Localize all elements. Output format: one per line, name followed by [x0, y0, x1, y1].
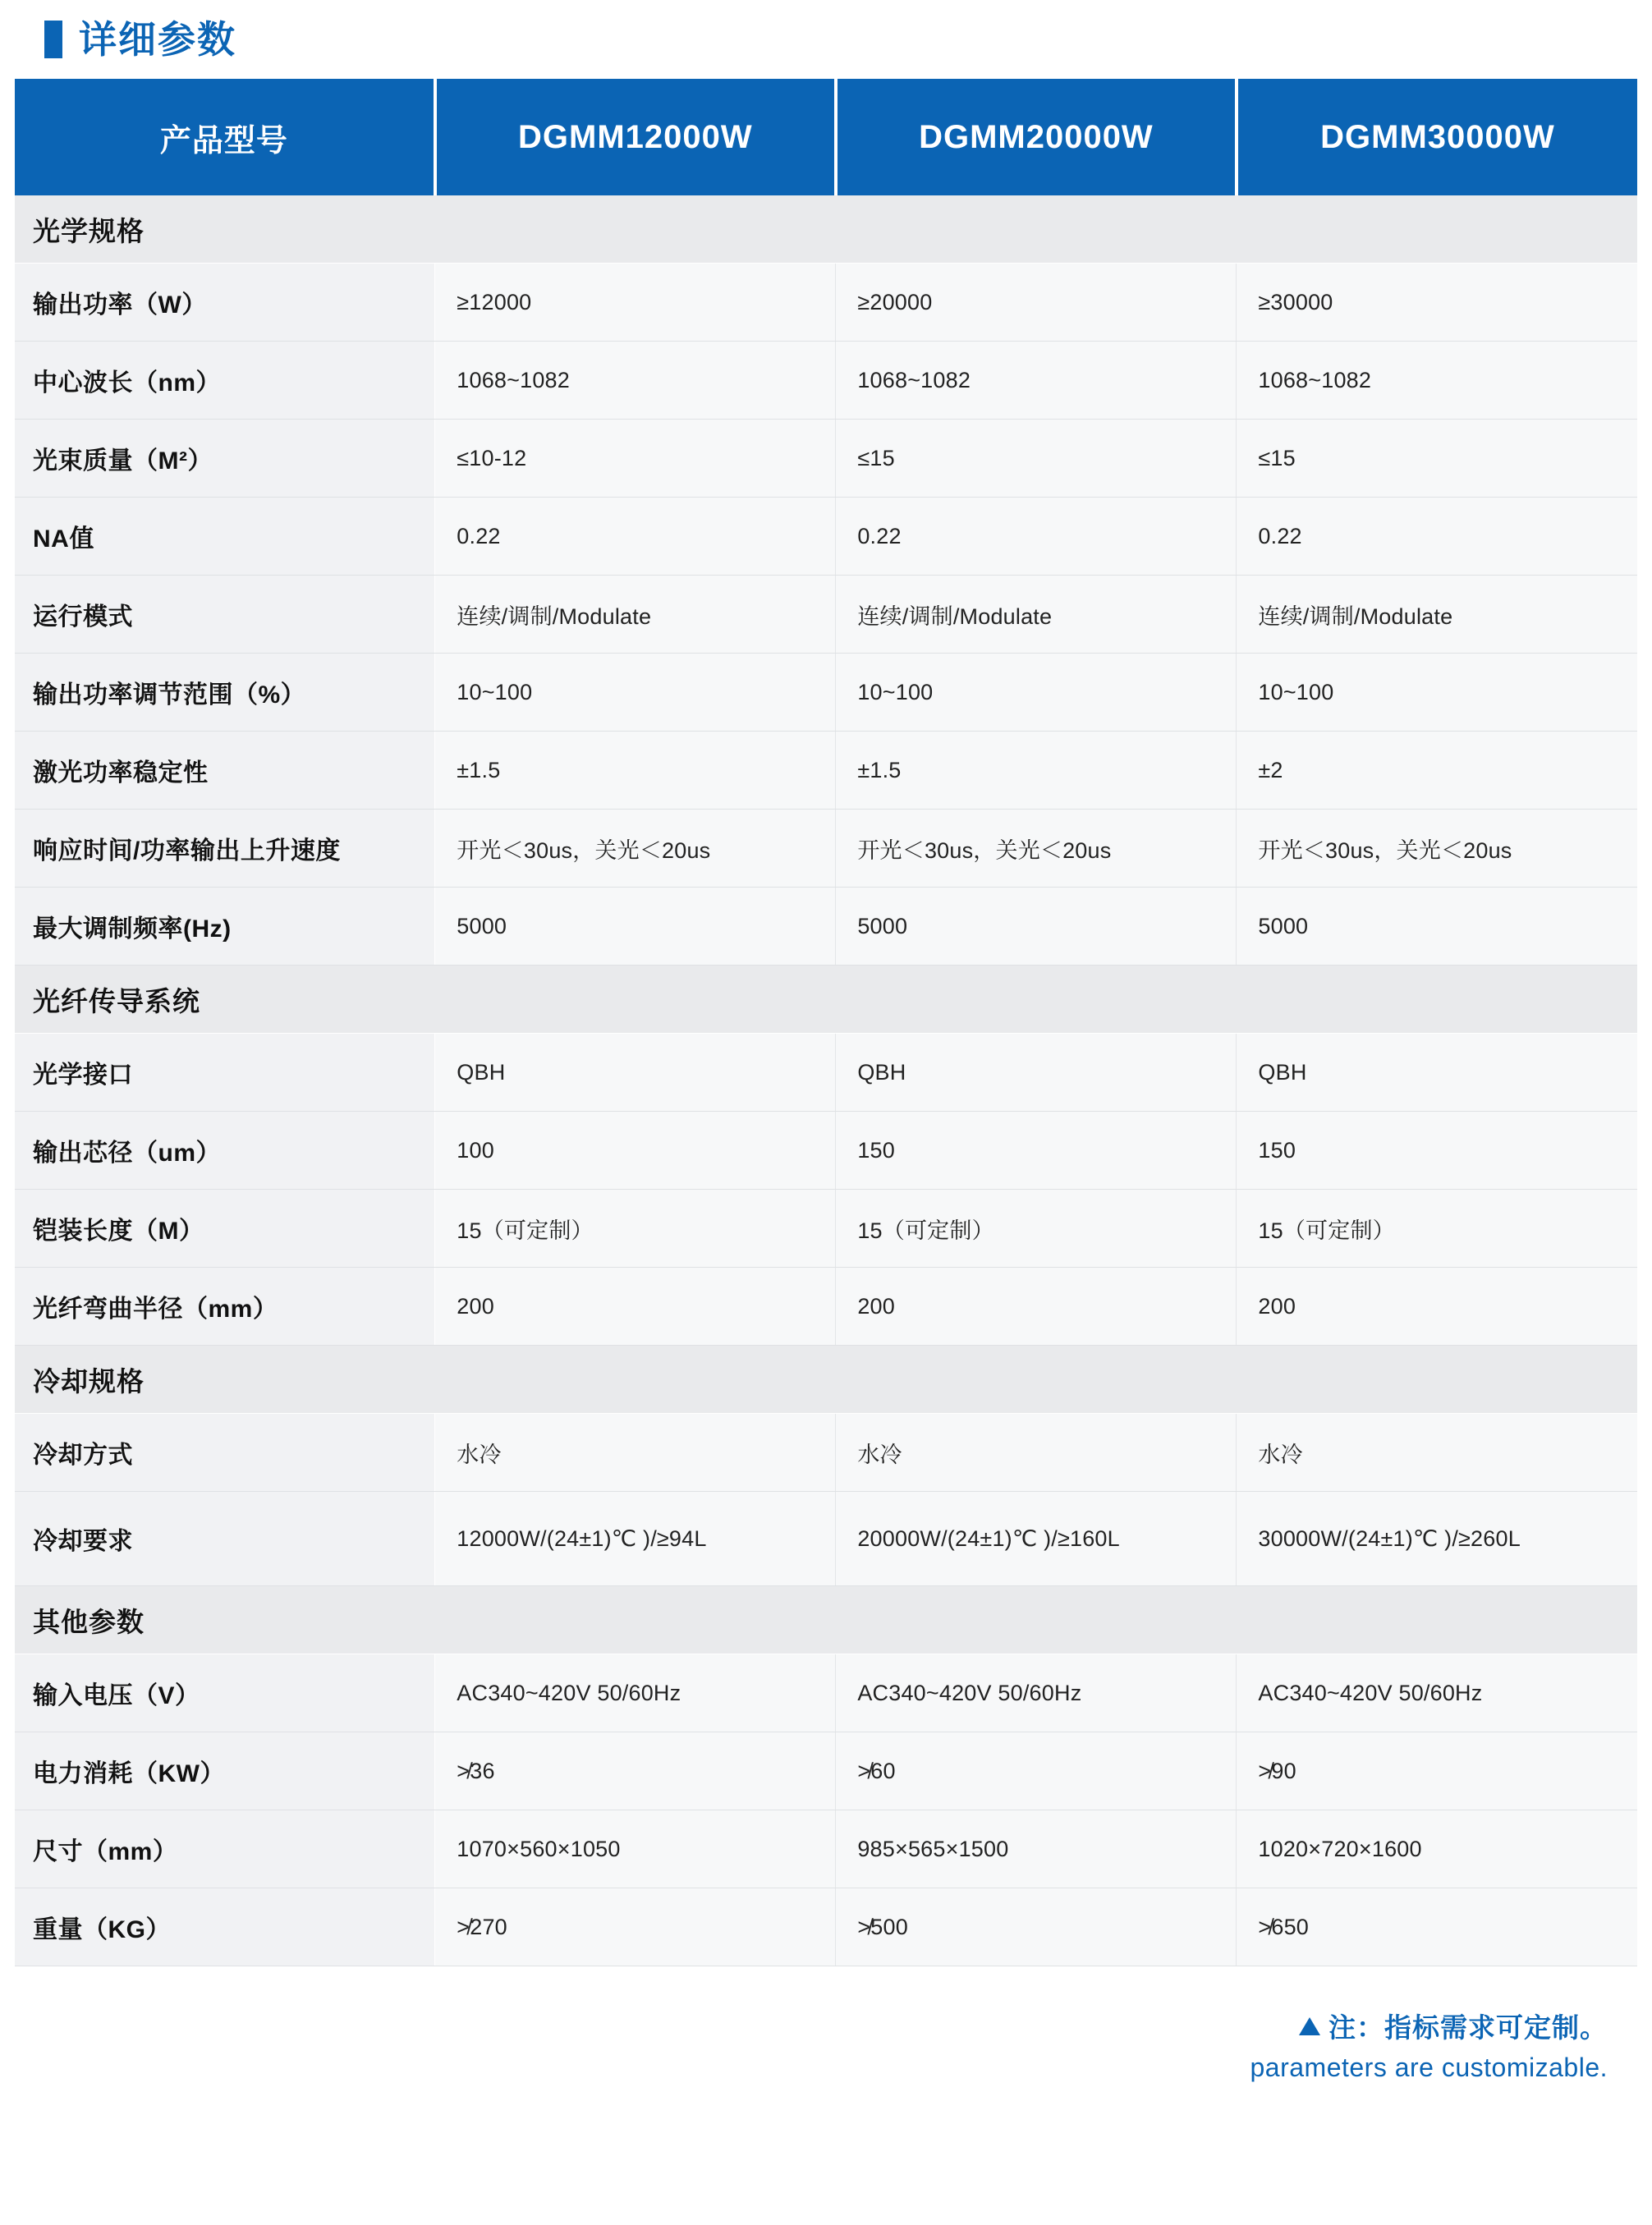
row-value-3: ≤15 — [1237, 420, 1637, 498]
note-primary-line — [15, 2011, 1608, 2046]
title-accent-bar — [44, 21, 62, 58]
row-label: 尺寸（mm） — [15, 1810, 435, 1888]
row-value-3: 150 — [1237, 1112, 1637, 1190]
table-row — [15, 498, 1637, 576]
row-value-1: 10~100 — [435, 654, 836, 732]
row-label: 输出功率调节范围（%） — [15, 654, 435, 732]
row-value-3: AC340~420V 50/60Hz — [1237, 1654, 1637, 1732]
table-row — [15, 264, 1637, 342]
table-row — [15, 1810, 1637, 1888]
row-label: 中心波长（nm） — [15, 342, 435, 420]
note-secondary-text: parameters are customizable. — [1250, 2052, 1608, 2082]
row-label: 冷却方式 — [15, 1414, 435, 1492]
row-label: NA值 — [15, 498, 435, 576]
header-model-3: DGMM30000W — [1237, 79, 1637, 195]
page-title — [15, 0, 1637, 79]
header-parameter-name: 产品型号 — [15, 79, 435, 195]
table-row — [15, 342, 1637, 420]
table-header — [15, 79, 1637, 195]
row-value-2: ≯60 — [836, 1732, 1237, 1810]
row-value-3: ±2 — [1237, 732, 1637, 810]
table-row — [15, 576, 1637, 654]
row-label: 响应时间/功率输出上升速度 — [15, 810, 435, 888]
section-title: 其他参数 — [15, 1586, 1637, 1654]
row-label: 输出芯径（um） — [15, 1112, 435, 1190]
row-label: 冷却要求 — [15, 1492, 435, 1586]
triangle-up-icon — [1299, 2017, 1320, 2035]
table-row — [15, 1654, 1637, 1732]
table-row — [15, 732, 1637, 810]
row-value-2: QBH — [836, 1034, 1237, 1112]
row-value-1: ≥12000 — [435, 264, 836, 342]
row-value-3: ≯650 — [1237, 1888, 1637, 1966]
specification-table — [15, 79, 1637, 1966]
section-title: 光学规格 — [15, 195, 1637, 264]
row-value-3: 200 — [1237, 1268, 1637, 1346]
row-value-2: ≤15 — [836, 420, 1237, 498]
table-row — [15, 1190, 1637, 1268]
table-row — [15, 1732, 1637, 1810]
row-value-3: 水冷 — [1237, 1414, 1637, 1492]
row-label: 光束质量（M²） — [15, 420, 435, 498]
table-section-row — [15, 1346, 1637, 1414]
row-value-3: 开光＜30us，关光＜20us — [1237, 810, 1637, 888]
row-value-3: 30000W/(24±1)℃ )/≥260L — [1237, 1492, 1637, 1586]
row-value-2: 0.22 — [836, 498, 1237, 576]
table-row — [15, 420, 1637, 498]
row-label: 铠装长度（M） — [15, 1190, 435, 1268]
section-title: 冷却规格 — [15, 1346, 1637, 1414]
row-value-1: 200 — [435, 1268, 836, 1346]
row-label: 激光功率稳定性 — [15, 732, 435, 810]
row-value-2: 10~100 — [836, 654, 1237, 732]
row-value-2: 200 — [836, 1268, 1237, 1346]
row-value-3: 连续/调制/Modulate — [1237, 576, 1637, 654]
section-title: 光纤传导系统 — [15, 966, 1637, 1034]
row-value-1: QBH — [435, 1034, 836, 1112]
row-value-1: ≤10-12 — [435, 420, 836, 498]
table-row — [15, 1034, 1637, 1112]
row-value-2: 5000 — [836, 888, 1237, 966]
row-value-1: 水冷 — [435, 1414, 836, 1492]
table-row — [15, 1112, 1637, 1190]
table-row — [15, 1888, 1637, 1966]
note-primary-text: 注：指标需求可定制。 — [1328, 2012, 1608, 2043]
row-value-3: 15（可定制） — [1237, 1190, 1637, 1268]
table-row — [15, 1492, 1637, 1586]
row-value-3: QBH — [1237, 1034, 1637, 1112]
row-value-1: 12000W/(24±1)℃ )/≥94L — [435, 1492, 836, 1586]
row-value-1: 5000 — [435, 888, 836, 966]
row-value-3: ≯90 — [1237, 1732, 1637, 1810]
table-row — [15, 1268, 1637, 1346]
row-value-1: 0.22 — [435, 498, 836, 576]
row-value-1: ≯36 — [435, 1732, 836, 1810]
row-value-3: 1020×720×1600 — [1237, 1810, 1637, 1888]
row-label: 电力消耗（KW） — [15, 1732, 435, 1810]
row-value-1: 开光＜30us，关光＜20us — [435, 810, 836, 888]
table-row — [15, 654, 1637, 732]
row-value-2: ≯500 — [836, 1888, 1237, 1966]
page-title-label: 详细参数 — [79, 18, 236, 61]
table-header-row — [15, 79, 1637, 195]
row-value-2: 985×565×1500 — [836, 1810, 1237, 1888]
table-section-row — [15, 1586, 1637, 1654]
row-value-2: 150 — [836, 1112, 1237, 1190]
row-label: 最大调制频率(Hz) — [15, 888, 435, 966]
row-value-1: 1070×560×1050 — [435, 1810, 836, 1888]
row-value-3: 0.22 — [1237, 498, 1637, 576]
header-model-1: DGMM12000W — [435, 79, 836, 195]
row-label: 输出功率（W） — [15, 264, 435, 342]
row-value-1: 15（可定制） — [435, 1190, 836, 1268]
table-section-row — [15, 966, 1637, 1034]
row-value-2: ≥20000 — [836, 264, 1237, 342]
row-label: 光纤弯曲半径（mm） — [15, 1268, 435, 1346]
row-value-1: 1068~1082 — [435, 342, 836, 420]
table-row — [15, 810, 1637, 888]
header-model-2: DGMM20000W — [836, 79, 1237, 195]
table-row — [15, 888, 1637, 966]
row-value-2: AC340~420V 50/60Hz — [836, 1654, 1237, 1732]
row-value-1: AC340~420V 50/60Hz — [435, 1654, 836, 1732]
footer-note — [15, 2011, 1637, 2086]
row-value-3: 5000 — [1237, 888, 1637, 966]
row-value-1: 100 — [435, 1112, 836, 1190]
table-row — [15, 1414, 1637, 1492]
row-label: 重量（KG） — [15, 1888, 435, 1966]
row-value-2: 开光＜30us，关光＜20us — [836, 810, 1237, 888]
row-label: 光学接口 — [15, 1034, 435, 1112]
table-section-row — [15, 195, 1637, 264]
row-value-1: ≯270 — [435, 1888, 836, 1966]
row-value-1: ±1.5 — [435, 732, 836, 810]
table-body — [15, 195, 1637, 1966]
row-value-2: 水冷 — [836, 1414, 1237, 1492]
row-value-2: 连续/调制/Modulate — [836, 576, 1237, 654]
row-value-3: 1068~1082 — [1237, 342, 1637, 420]
row-value-2: ±1.5 — [836, 732, 1237, 810]
row-value-2: 1068~1082 — [836, 342, 1237, 420]
row-value-3: 10~100 — [1237, 654, 1637, 732]
row-value-3: ≥30000 — [1237, 264, 1637, 342]
row-label: 输入电压（V） — [15, 1654, 435, 1732]
row-value-1: 连续/调制/Modulate — [435, 576, 836, 654]
row-value-2: 20000W/(24±1)℃ )/≥160L — [836, 1492, 1237, 1586]
row-label: 运行模式 — [15, 576, 435, 654]
row-value-2: 15（可定制） — [836, 1190, 1237, 1268]
